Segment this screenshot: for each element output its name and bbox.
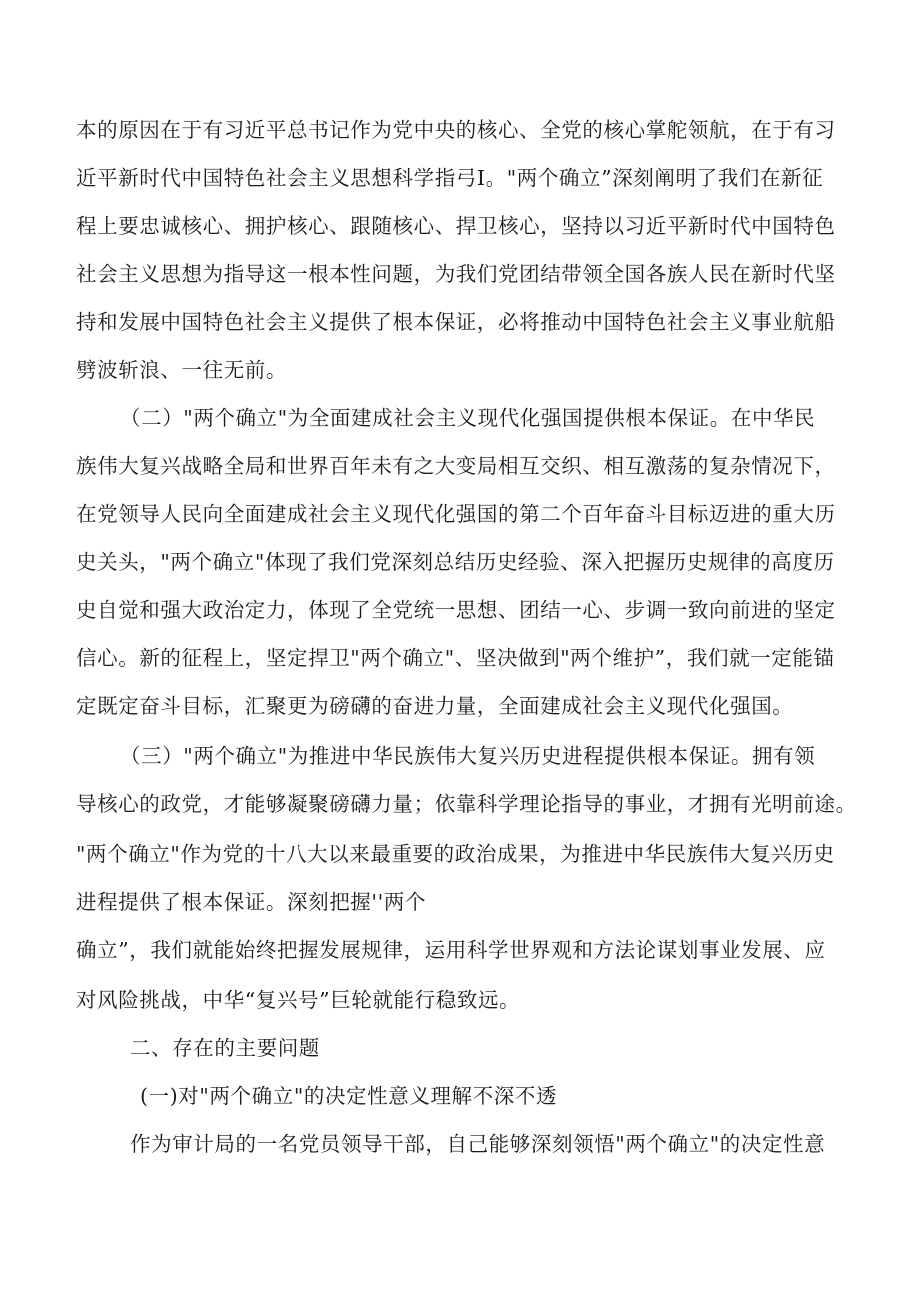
text-line: 本的原因在于有习近平总书记作为党中央的核心、全党的核心掌舵领航，在于有习 <box>76 118 836 142</box>
text-line: 定既定奋斗目标，汇聚更为磅礴的奋进力量，全面建成社会主义现代化强国。 <box>76 694 794 718</box>
text-line: "两个确立"作为党的十八大以来最重要的政治成果，为推进中华民族伟大复兴历史 <box>76 842 835 866</box>
text-line: 对风险挑战，中华“复兴号”巨轮就能行稳致远。 <box>76 988 521 1012</box>
text-line: 导核心的政党，才能够凝聚磅礴力量；依靠科学理论指导的事业，才拥有光明前途。 <box>76 792 857 816</box>
paragraph-heading-3: （三）"两个确立"为推进中华民族伟大复兴历史进程提供根本保证。拥有领 <box>120 744 816 768</box>
section-heading: 二、存在的主要问题 <box>130 1036 320 1060</box>
text-line: 劈波斩浪、一往无前。 <box>76 358 287 382</box>
text-line: 持和发展中国特色社会主义提供了根本保证，必将推动中国特色社会主义事业航船 <box>76 310 836 334</box>
subsection-heading: (一)对"两个确立"的决定性意义理解不深不透 <box>140 1084 558 1108</box>
text-line: 进程提供了根本保证。深刻把握''两个 <box>76 890 427 914</box>
text-line: 作为审计局的一名党员领导干部，自己能够深刻领悟"两个确立"的决定性意 <box>130 1132 826 1156</box>
text-line: 确立”，我们就能始终把握发展规律，运用科学世界观和方法论谋划事业发展、应 <box>76 938 826 962</box>
paragraph-heading-2: （二）"两个确立"为全面建成社会主义现代化强国提供根本保证。在中华民 <box>120 406 816 430</box>
text-line: 在党领导人民向全面建成社会主义现代化强国的第二个百年奋斗目标迈进的重大历 <box>76 502 836 526</box>
text-line: 程上要忠诚核心、拥护核心、跟随核心、捍卫核心，坚持以习近平新时代中国特色 <box>76 214 836 238</box>
text-line: 族伟大复兴战略全局和世界百年未有之大变局相互交织、相互激荡的复杂情况下， <box>76 454 836 478</box>
text-line: 近平新时代中国特色社会主义思想科学指弓Ⅰ。"两个确立”深刻阐明了我们在新征 <box>76 166 824 190</box>
text-line: 史自觉和强大政治定力，体现了全党统一思想、团结一心、步调一致向前进的坚定 <box>76 598 836 622</box>
text-line: 信心。新的征程上，坚定捍卫"两个确立"、坚决做到"两个维护”，我们就一定能锚 <box>76 646 835 670</box>
text-line: 史关头，"两个确立"体现了我们党深刻总结历史经验、深入把握历史规律的高度历 <box>76 550 835 574</box>
text-line: 社会主义思想为指导这一根本性问题，为我们党团结带领全国各族人民在新时代坚 <box>76 262 836 286</box>
